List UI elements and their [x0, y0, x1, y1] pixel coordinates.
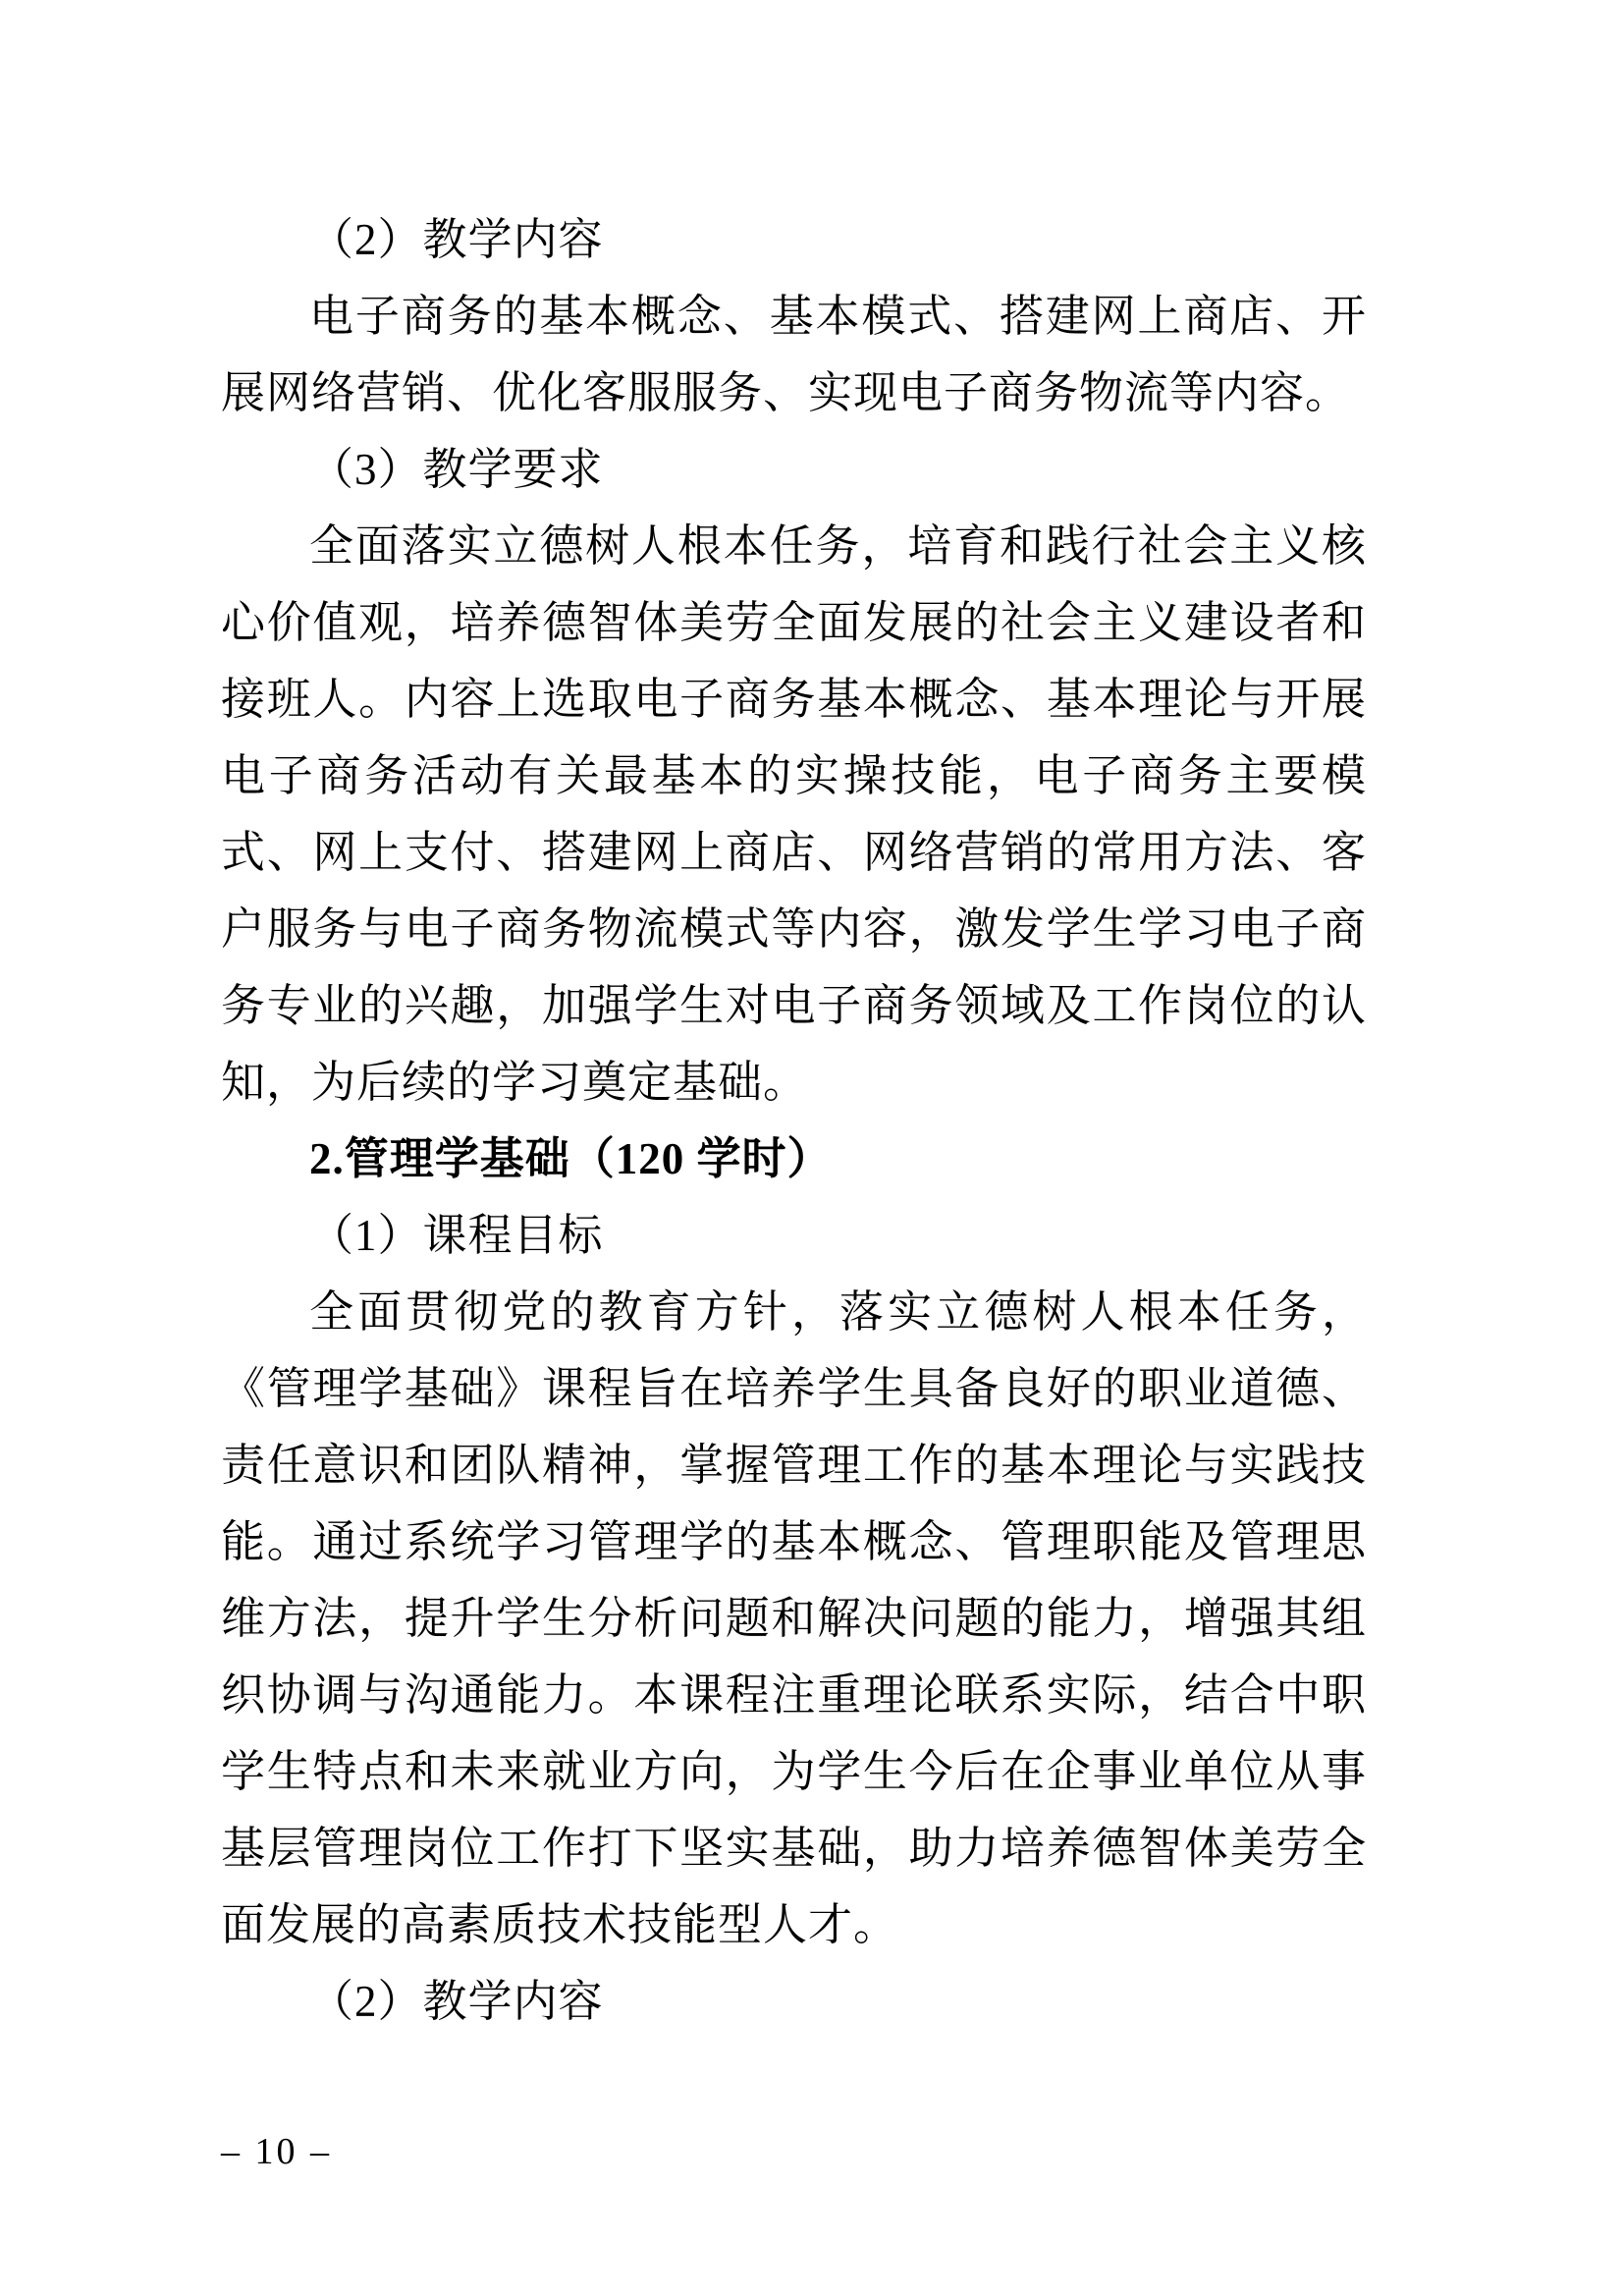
subheading-course-objectives: （1）课程目标 — [309, 1211, 604, 1260]
page-number: – 10 – — [221, 2131, 332, 2172]
document-body — [221, 201, 1367, 2040]
heading-management-basics-course: 2.管理学基础（120 学时） — [309, 1134, 833, 1183]
subheading-teaching-requirements: （3）教学要求 — [309, 445, 604, 494]
subheading-teaching-content-management: （2）教学内容 — [309, 1977, 604, 2026]
paragraph-course-objectives: 全面贯彻党的教育方针，落实立德树人根本任务，《管理学基础》课程旨在培养学生具备良好的职业道德、责任意识和团队精神，掌握管理工作的基本理论与实践技能。通过系统学习管理学的基本概念、管理职能及管理思维方法，提升学生分析问题和解决问题的能力，增强其组织协调与沟通能力。本课程注重理论联系实际，结合中职学生特点和未来就业方向，为学生今后在企事业单位从事基层管理岗位工作打下坚实基础，助力培养德智体美劳全面发展的高素质技术技能型人才。 — [221, 1287, 1367, 1949]
paragraph-teaching-requirements: 全面落实立德树人根本任务，培育和践行社会主义核心价值观，培养德智体美劳全面发展的社会主义建设者和接班人。内容上选取电子商务基本概念、基本理论与开展电子商务活动有关最基本的实操技能，电子商务主要模式、网上支付、搭建网上商店、网络营销的常用方法、客户服务与电子商务物流模式等内容，激发学生学习电子商务专业的兴趣，加强学生对电子商务领域及工作岗位的认知，为后续的学习奠定基础。 — [221, 521, 1367, 1107]
subheading-teaching-content-ecommerce: （2）教学内容 — [309, 215, 604, 264]
paragraph-ecommerce-content: 电子商务的基本概念、基本模式、搭建网上商店、开展网络营销、优化客服服务、实现电子商务物流等内容。 — [221, 292, 1367, 417]
